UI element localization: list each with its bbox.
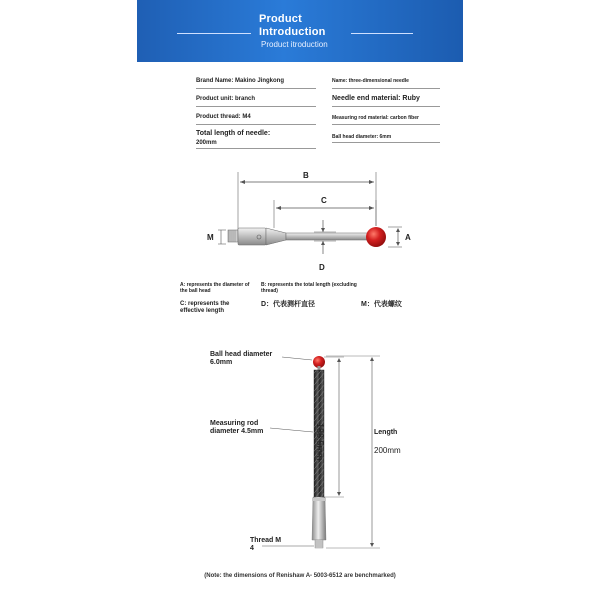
banner-subtitle: Product itroduction — [261, 40, 328, 49]
legend-c — [180, 301, 229, 315]
legend-m: M：代表螺纹 — [361, 301, 402, 308]
spec-length-line2: 200mm — [196, 140, 217, 146]
spec-rod-material: Measuring rod material: carbon fiber — [332, 115, 419, 121]
benchmark-note: (Note: the dimensions of Renishaw A- 5003-6512 are benchmarked) — [204, 573, 396, 579]
dimension-total-length — [326, 356, 380, 548]
ball-callout-line — [282, 357, 312, 360]
label-b: B — [303, 171, 309, 180]
label-m: M — [207, 233, 214, 242]
spec-needle-material: Needle end material: Ruby — [332, 95, 420, 102]
legend-b-line1: B: represents the total length (excluding — [261, 282, 357, 288]
label-d: D — [319, 263, 325, 272]
thread-label-line2: 4 — [250, 545, 254, 552]
spec-thread: Product thread: M4 — [196, 114, 251, 120]
spec-ball-diameter: Ball head diameter: 6mm — [332, 134, 392, 140]
banner-title-line1: Product — [259, 13, 302, 25]
legend-d: D：代表测杆直径 — [261, 301, 316, 308]
legend-c-line1: C: represents the — [180, 301, 230, 307]
legend-c-line2: effective length — [180, 308, 225, 314]
banner-title-line2: Introduction — [259, 26, 326, 38]
legend-a-line1: A: represents the diameter of — [180, 282, 250, 288]
legend-a-line2: the ball head — [180, 288, 211, 294]
effective-length-value: 188.5mm — [315, 423, 325, 461]
dimension-b — [238, 172, 376, 232]
legend-b — [261, 282, 357, 294]
spec-brand: Brand Name: Makino Jingkong — [196, 78, 285, 84]
spec-unit: Product unit: branch — [196, 96, 255, 102]
legend-b-line2: thread) — [261, 288, 278, 294]
rod-diameter-label-line2: diameter 4.5mm — [210, 428, 264, 435]
length-label: Length — [374, 429, 398, 436]
label-a: A — [405, 233, 411, 242]
rod-diameter-label-line1: Measuring rod — [210, 420, 259, 427]
rod-callout-line — [270, 428, 313, 432]
thread-label — [250, 537, 281, 553]
ball-diameter-label — [210, 351, 272, 367]
ball-diameter-label-line1: Ball head diameter — [210, 351, 273, 358]
thread-label-line1: Thread M — [250, 537, 282, 544]
label-c: C — [321, 196, 327, 205]
probe-side-view — [228, 227, 386, 247]
legend-a — [180, 282, 249, 294]
length-value: 200mm — [374, 446, 401, 455]
dimension-effective-length — [324, 357, 344, 497]
spec-type: Name: three-dimensional needle — [332, 78, 409, 84]
spec-length-line1: Total length of needle: — [196, 130, 271, 137]
dimension-a — [388, 227, 402, 247]
dimension-m — [218, 230, 226, 244]
ruby-ball — [366, 227, 386, 247]
rod-diameter-label — [210, 420, 263, 436]
ball-diameter-label-line2: 6.0mm — [210, 359, 233, 366]
